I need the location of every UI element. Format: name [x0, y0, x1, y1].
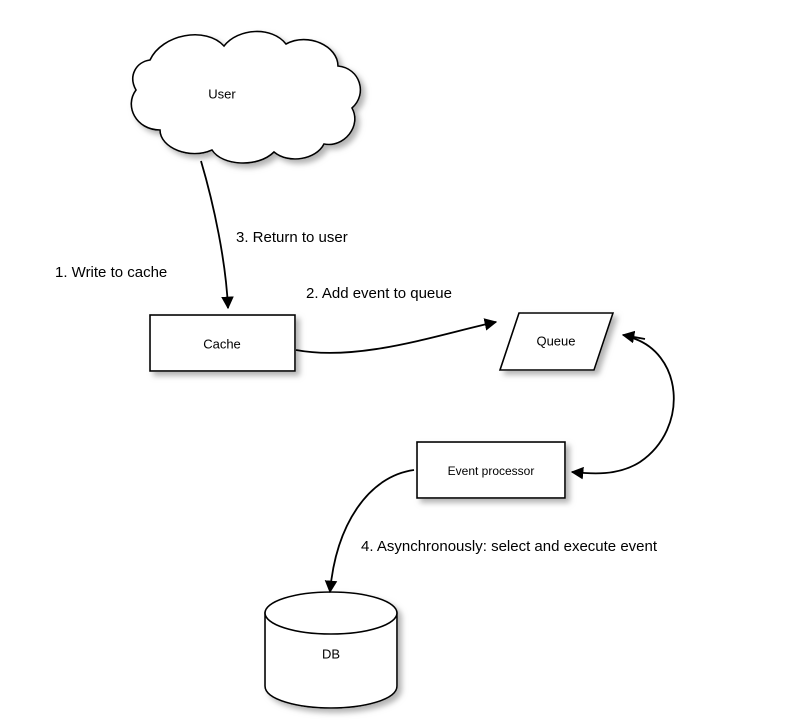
node-queue-label: Queue	[536, 333, 576, 349]
node-queue	[500, 313, 613, 370]
node-event-processor	[417, 442, 565, 498]
node-cache	[150, 315, 295, 371]
node-event-processor-label: Event processor	[447, 464, 535, 479]
edge-label-write-to-cache: 1. Write to cache	[55, 264, 168, 281]
node-db-label: DB	[321, 646, 341, 662]
edge-label-return-to-user: 3. Return to user	[236, 229, 348, 246]
edge-user-to-cache	[201, 161, 228, 308]
edge-label-async-select-execute: 4. Asynchronously: select and execute event	[361, 538, 658, 555]
edge-event-processor-to-db	[330, 470, 414, 592]
edge-cache-to-queue	[296, 322, 496, 353]
node-cache-label: Cache	[203, 336, 241, 352]
edge-label-add-event-to-queue: 2. Add event to queue	[306, 285, 452, 302]
node-user	[131, 31, 360, 163]
node-db	[265, 592, 397, 708]
node-user-label: User	[208, 86, 236, 102]
